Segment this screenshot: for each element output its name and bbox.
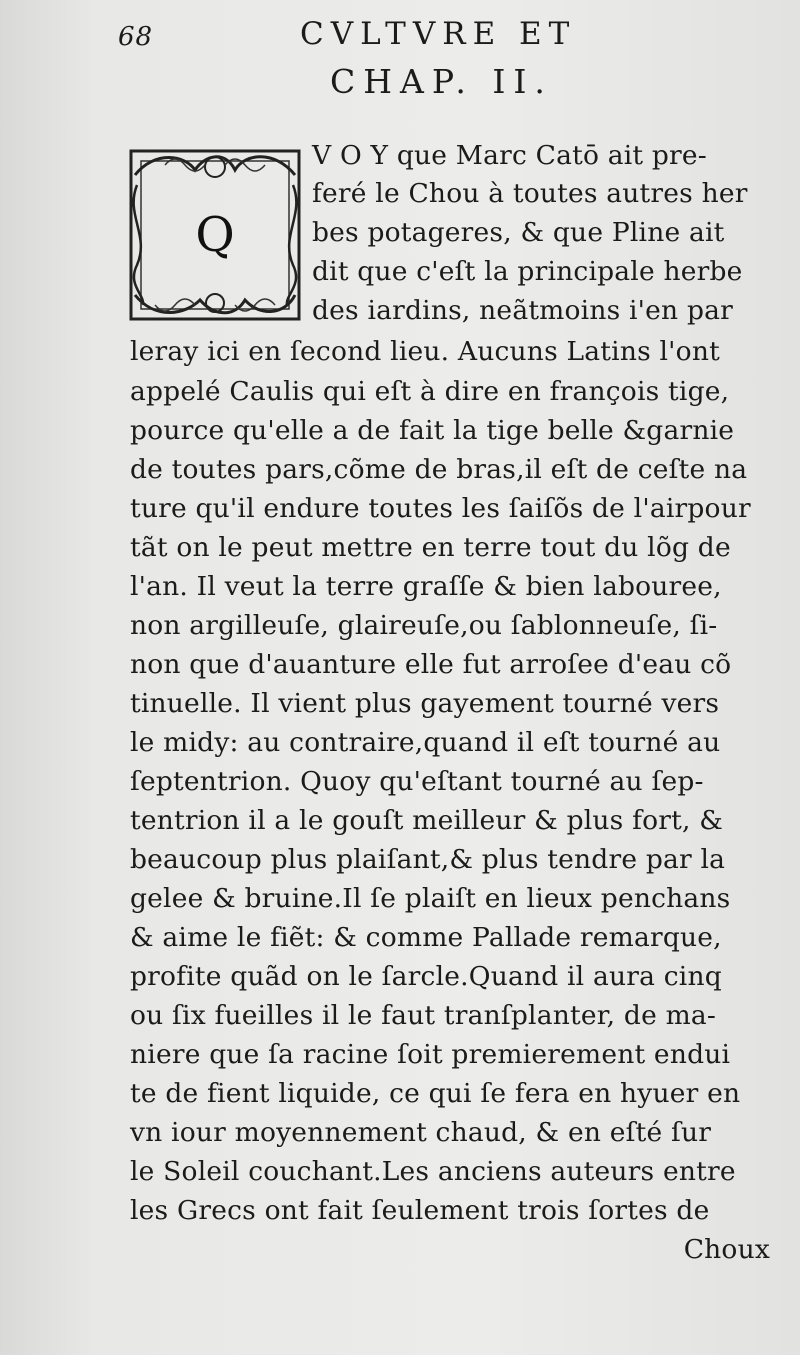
text-line: l'an. Il veut la terre graſſe & bien labouree,	[130, 571, 722, 602]
text-line: leray ici en ſecond lieu. Aucuns Latins l'ont	[130, 336, 720, 367]
text-line: appelé Caulis qui eſt à dire en françois tige,	[130, 376, 730, 407]
text-line: le Soleil couchant.Les anciens auteurs entre	[130, 1156, 736, 1187]
text-line: V O Y que Marc Catō ait pre-	[312, 140, 707, 171]
text-line: de toutes pars,cõme de bras,il eſt de ceſte na	[130, 454, 748, 485]
text-line: profite quãd on le ſarcle.Quand il aura cinq	[130, 961, 722, 992]
running-head: CVLTVRE ET	[300, 16, 577, 52]
text-line: ture qu'il endure toutes les ſaiſõs de l'airpour	[130, 493, 751, 524]
drop-cap-letter: Q	[195, 207, 235, 263]
text-line: dit que c'eſt la principale herbe	[312, 256, 743, 287]
text-line: te de fient liquide, ce qui ſe fera en hyuer en	[130, 1078, 741, 1109]
text-line: le midy: au contraire,quand il eſt tourné au	[130, 727, 721, 758]
text-line: tentrion il a le gouſt meilleur & plus fort, &	[130, 805, 724, 836]
text-line: tinuelle. Il vient plus gayement tourné vers	[130, 688, 720, 719]
text-line: bes potageres, & que Pline ait	[312, 217, 725, 248]
text-line: & aime le fiẽt: & comme Pallade remarque,	[130, 922, 722, 953]
text-line: beaucoup plus plaiſant,& plus tendre par la	[130, 844, 726, 875]
text-line: des iardins, neãtmoins i'en par	[312, 295, 733, 326]
text-line: ſeptentrion. Quoy qu'eſtant tourné au ſep-	[130, 766, 704, 797]
chapter-title: CHAP. II.	[330, 62, 553, 101]
text-line: non argilleuſe, glaireuſe,ou ſablonneuſe, ſi-	[130, 610, 718, 641]
text-line: non que d'auanture elle fut arroſee d'eau cõ	[130, 649, 732, 680]
text-line: ou ſix fueilles il le faut tranſplanter, de ma-	[130, 1000, 717, 1031]
text-line: les Grecs ont fait ſeulement trois ſortes de	[130, 1195, 710, 1226]
text-line: niere que ſa racine ſoit premierement endui	[130, 1039, 731, 1070]
text-line: tãt on le peut mettre en terre tout du lõg de	[130, 532, 731, 563]
text-line: feré le Chou à toutes autres her	[312, 178, 748, 209]
catchword: Choux	[683, 1234, 770, 1265]
page-number: 68	[118, 22, 154, 52]
text-line: pource qu'elle a de fait la tige belle &garnie	[130, 415, 735, 446]
text-line: vn iour moyennement chaud, & en eſté ſur	[130, 1117, 712, 1148]
ornamental-initial	[125, 145, 305, 325]
text-line: gelee & bruine.Il ſe plaiſt en lieux penchans	[130, 883, 731, 914]
